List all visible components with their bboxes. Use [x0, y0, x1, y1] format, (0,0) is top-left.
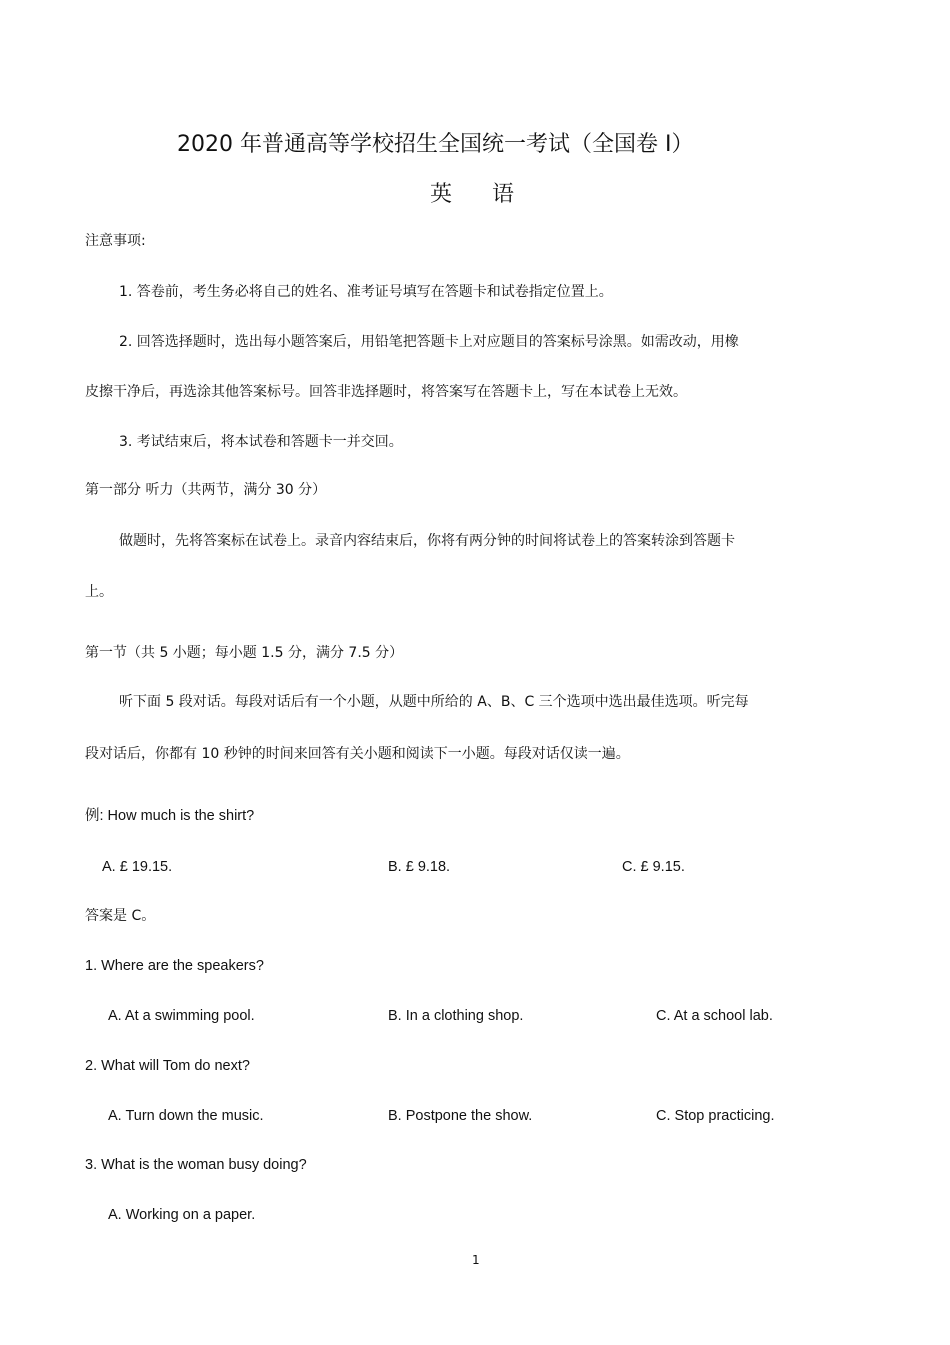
notice-item-1: 1. 答卷前，考生务必将自己的姓名、准考证号填写在答题卡和试卷指定位置上。 — [119, 284, 613, 300]
page-number: 1 — [472, 1253, 480, 1267]
section1-instruction-line-2: 段对话后，你都有 10 秒钟的时间来回答有关小题和阅读下一小题。每段对话仅读一遍。 — [85, 746, 630, 762]
notice-item-3: 3. 考试结束后，将本试卷和答题卡一并交回。 — [119, 434, 403, 450]
question-2-text: 2. What will Tom do next? — [85, 1058, 250, 1074]
question-2-option-b: B. Postpone the show. — [388, 1108, 533, 1124]
example-answer: 答案是 C。 — [85, 908, 156, 924]
question-3-option-a: A. Working on a paper. — [108, 1207, 256, 1223]
question-2-option-c: C. Stop practicing. — [656, 1108, 775, 1124]
question-2-option-a: A. Turn down the music. — [108, 1108, 264, 1124]
question-1-option-c: C. At a school lab. — [656, 1008, 773, 1024]
question-1-option-b: B. In a clothing shop. — [388, 1008, 524, 1024]
exam-title: 2020 年普通高等学校招生全国统一考试（全国卷 I） — [177, 132, 694, 157]
example-option-a: A. £ 19.15. — [102, 859, 173, 875]
question-1-option-a: A. At a swimming pool. — [108, 1008, 255, 1024]
part1-instruction-line-1: 做题时，先将答案标在试卷上。录音内容结束后，你将有两分钟的时间将试卷上的答案转涂到答题卡 — [119, 533, 735, 549]
section1-instruction-line-1: 听下面 5 段对话。每段对话后有一个小题，从题中所给的 A、B、C 三个选项中选出最佳选项。听完每 — [119, 694, 749, 710]
part1-instruction-line-2: 上。 — [85, 584, 113, 600]
subject-title: 英语 — [430, 182, 555, 207]
notice-heading: 注意事项: — [85, 233, 146, 249]
section1-heading: 第一节（共 5 小题；每小题 1.5 分，满分 7.5 分） — [85, 645, 404, 661]
question-1-text: 1. Where are the speakers? — [85, 958, 264, 974]
example-question: 例: How much is the shirt? — [85, 808, 255, 824]
part1-heading: 第一部分 听力（共两节，满分 30 分） — [85, 482, 327, 498]
notice-item-2-line-1: 2. 回答选择题时，选出每小题答案后，用铅笔把答题卡上对应题目的答案标号涂黑。如需改动，用橡 — [119, 334, 739, 350]
question-3-text: 3. What is the woman busy doing? — [85, 1157, 307, 1173]
notice-item-2-line-2: 皮擦干净后，再选涂其他答案标号。回答非选择题时，将答案写在答题卡上，写在本试卷上无效。 — [85, 384, 687, 400]
example-option-b: B. £ 9.18. — [388, 859, 451, 875]
example-option-c: C. £ 9.15. — [622, 859, 685, 875]
